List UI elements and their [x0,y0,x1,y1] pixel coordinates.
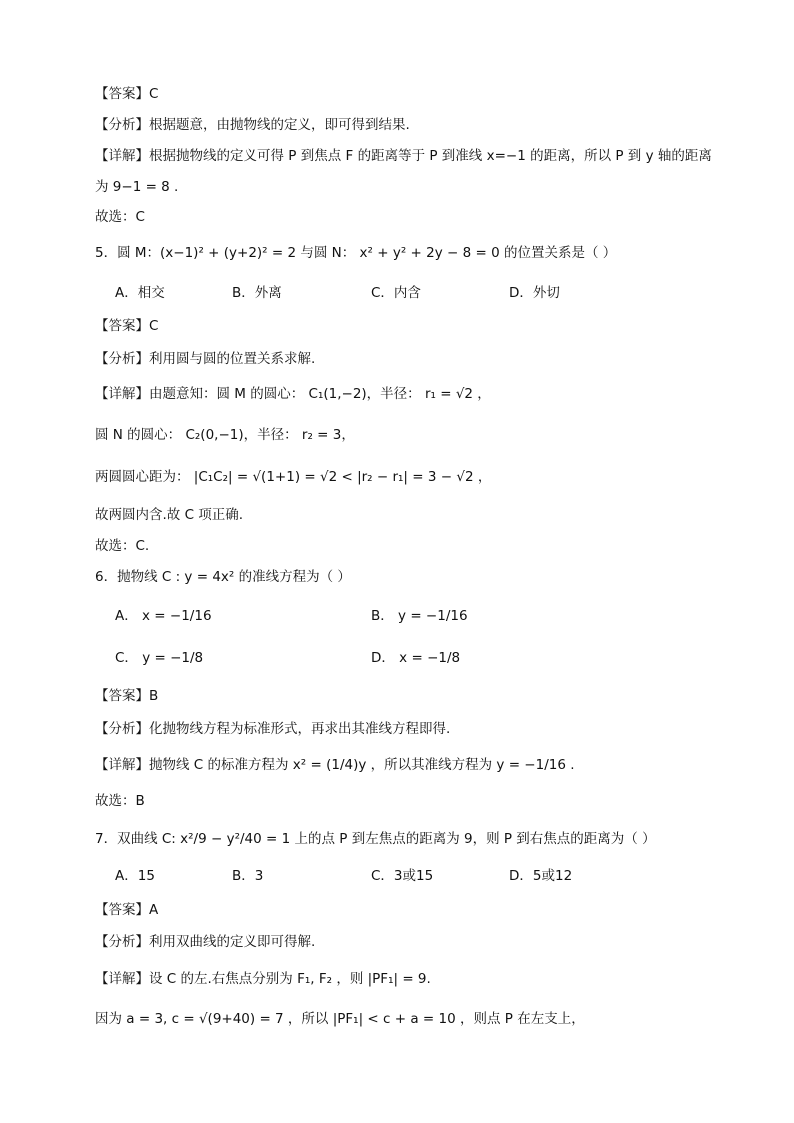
detail-tag: 【详解】 [95,971,149,987]
q7-option-d: D．5或12 [509,868,573,884]
answer-value: C [149,86,159,102]
q7-detail-line1 [95,969,431,989]
q4-analysis [95,115,410,135]
q6-detail [95,755,575,775]
q4-detail-line2: 为 9−1 = 8 . [95,179,179,195]
q6-option-c: C． y = −1/8 [115,650,204,666]
analysis-text: 利用双曲线的定义即可得解. [149,934,316,950]
q5-detail-line4: 故两圆内含.故 C 项正确. [95,507,244,523]
answer-value: C [149,318,159,334]
q7-option-a: A．15 [115,868,155,884]
q4-choose: 故选：C [95,209,145,225]
q4-answer [95,84,158,104]
q6-stem: 6．抛物线 C : y = 4x² 的准线方程为（ ） [95,569,351,585]
q5-option-c: C．内含 [371,285,421,301]
detail-tag: 【详解】 [95,757,149,773]
answer-tag: 【答案】 [95,86,149,102]
analysis-text: 利用圆与圆的位置关系求解. [149,351,316,367]
answer-tag: 【答案】 [95,902,149,918]
q5-option-a: A．相交 [115,285,165,301]
q4-detail-line1 [95,146,712,166]
q5-option-d: D．外切 [509,285,560,301]
analysis-tag: 【分析】 [95,721,149,737]
q6-choose: 故选：B [95,793,145,809]
detail-tag: 【详解】 [95,148,149,164]
detail-text: 由题意知：圆 M 的圆心： C₁(1,−2)，半径： r₁ = √2 ， [149,386,491,402]
q6-option-b: B． y = −1/16 [371,608,468,624]
q5-detail-line3: 两圆圆心距为： |C₁C₂| = √(1+1) = √2 < |r₂ − r₁| = 3 − √2 ， [95,469,492,485]
q7-stem: 7．双曲线 C: x²/9 − y²/40 = 1 上的点 P 到左焦点的距离为 9，则 P 到右焦点的距离为（ ） [95,831,656,847]
detail-text: 根据抛物线的定义可得 P 到焦点 F 的距离等于 P 到准线 x=−1 的距离，所以 P 到 y 轴的距离 [149,148,712,164]
q5-analysis [95,349,315,369]
q6-option-d: D． x = −1/8 [371,650,461,666]
q5-stem: 5．圆 M：(x−1)² + (y+2)² = 2 与圆 N： x² + y² + 2y − 8 = 0 的位置关系是（ ） [95,245,617,261]
q6-answer [95,686,158,706]
q5-choose: 故选：C. [95,538,150,554]
analysis-tag: 【分析】 [95,934,149,950]
q5-answer [95,316,158,336]
detail-text: 抛物线 C 的标准方程为 x² = (1/4)y ，所以其准线方程为 y = −1/16 . [149,757,575,773]
analysis-text: 根据题意，由抛物线的定义，即可得到结果. [149,117,410,133]
q5-detail-line1 [95,384,491,404]
detail-tag: 【详解】 [95,386,149,402]
analysis-tag: 【分析】 [95,351,149,367]
q7-answer [95,900,158,920]
q7-option-b: B．3 [232,868,264,884]
q7-option-c: C．3或15 [371,868,434,884]
answer-tag: 【答案】 [95,318,149,334]
q6-option-a: A． x = −1/16 [115,608,212,624]
q6-analysis [95,719,450,739]
detail-text: 设 C 的左.右焦点分别为 F₁, F₂ ，则 |PF₁| = 9. [149,971,431,987]
analysis-text: 化抛物线方程为标准形式，再求出其准线方程即得. [149,721,451,737]
q7-analysis [95,932,315,952]
analysis-tag: 【分析】 [95,117,149,133]
q5-option-b: B．外离 [232,285,282,301]
answer-value: A [149,902,159,918]
answer-value: B [149,688,159,704]
answer-tag: 【答案】 [95,688,149,704]
q7-detail-line2: 因为 a = 3, c = √(9+40) = 7 ，所以 |PF₁| < c + a = 10 ，则点 P 在左支上， [95,1011,585,1027]
q5-detail-line2: 圆 N 的圆心： C₂(0,−1)，半径： r₂ = 3， [95,427,355,443]
